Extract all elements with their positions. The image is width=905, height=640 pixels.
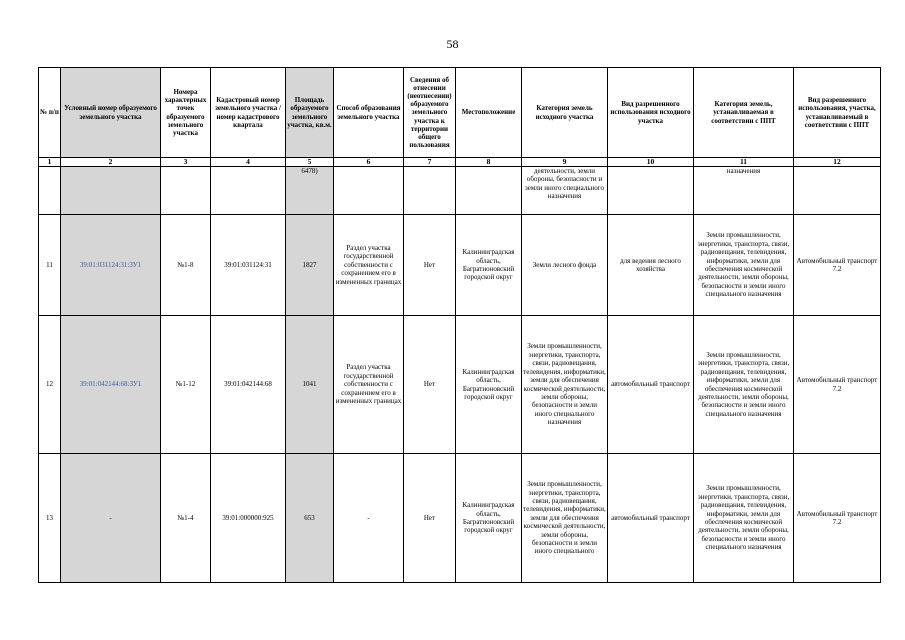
header-cell: № п/п [39,68,61,158]
source-category: Земли лесного фонда [522,215,608,316]
header-cell: Номера характерных точек образуемого земельного участка [161,68,211,158]
points: №1-4 [161,454,211,583]
column-number: 5 [286,158,334,167]
column-number: 2 [61,158,161,167]
conditional-number-link[interactable]: 39:01:042144:68:ЗУ1 [61,316,161,454]
formation-method: - [334,454,404,583]
common-use: Нет [404,454,456,583]
conditional-number: - [61,454,161,583]
header-cell: Вид разрешенного использования, участка, устанавливаемый в соответствии с ППТ [794,68,881,158]
location: Калининградская область, Багратионовский городской округ [456,316,522,454]
column-number: 6 [334,158,404,167]
column-number: 3 [161,158,211,167]
cadastral-number: 39:01:042144:68 [211,316,286,454]
ppt-use: Автомобильный транспорт 7.2 [794,215,881,316]
header-cell: Категория земель, устанавливаемая в соответствии с ППТ [694,68,794,158]
column-number: 10 [608,158,694,167]
column-number: 4 [211,158,286,167]
column-number-row [39,158,881,167]
cadastral-number: 39:01:000000:925 [211,454,286,583]
header-cell: Категория земель исходного участка [522,68,608,158]
table-row [39,316,881,454]
row-number [39,167,61,215]
common-use [404,167,456,215]
column-number: 12 [794,158,881,167]
ppt-category: Земли промышленности, энергетики, транспорта, связи, радиовещания, телевидения, информатики, земли для обеспечения космической деятельности, земли обороны, безопасности и земли иного специального назначения [694,454,794,583]
row-number: 12 [39,316,61,454]
source-use: автомобильный транспорт [608,454,694,583]
header-cell: Вид разрешенного использования исходного участка [608,68,694,158]
land-plots-table [38,67,881,583]
location: Калининградская область, Багратионовский городской округ [456,454,522,583]
source-use: автомобильный транспорт [608,316,694,454]
row-number: 13 [39,454,61,583]
table-row [39,167,881,215]
formation-method: Раздел участка государственной собственности с сохранением его в измененных границах [334,215,404,316]
common-use: Нет [404,215,456,316]
source-category: Земли промышленности, энергетики, транспорта, связи, радиовещания, телевидения, информатики, земли для обеспечения космической деятельности, земли обороны, безопасности и земли иного специального [522,454,608,583]
ppt-category: Земли промышленности, энергетики, транспорта, связи, радиовещания, телевидения, информатики, земли для обеспечения космической деятельности, земли обороны, безопасности и земли иного специального назначения [694,215,794,316]
area: 1041 [286,316,334,454]
cadastral-number: 39:01:031124:31 [211,215,286,316]
column-number: 9 [522,158,608,167]
area: 6478) [286,167,334,215]
points: №1-8 [161,215,211,316]
column-number: 7 [404,158,456,167]
header-cell: Кадастровый номер земельного участка /номер кадастрового квартала [211,68,286,158]
points [161,167,211,215]
points: №1-12 [161,316,211,454]
header-cell: Местоположение [456,68,522,158]
area: 653 [286,454,334,583]
location: Калининградская область, Багратионовский городской округ [456,215,522,316]
common-use: Нет [404,316,456,454]
ppt-use: Автомобильный транспорт 7.2 [794,316,881,454]
cadastral-number [211,167,286,215]
formation-method [334,167,404,215]
table-row [39,215,881,316]
formation-method: Раздел участка государственной собственности с сохранением его в измененных границах [334,316,404,454]
location [456,167,522,215]
ppt-category: Земли промышленности, энергетики, транспорта, связи, радиовещания, телевидения, информатики, земли для обеспечения космической деятельности, земли обороны, безопасности и земли иного специального назначения [694,316,794,454]
column-number: 11 [694,158,794,167]
header-cell: Условный номер образуемого земельного участка [61,68,161,158]
ppt-use: Автомобильный транспорт 7.2 [794,454,881,583]
source-use [608,167,694,215]
header-row [39,68,881,158]
source-use: для ведения лесного хозяйства [608,215,694,316]
row-number: 11 [39,215,61,316]
table-row [39,454,881,583]
header-cell: Площадь образуемого земельного участка, кв.м. [286,68,334,158]
conditional-number-link[interactable]: 39:01:031124:31:ЗУ1 [61,215,161,316]
ppt-category: назначения [694,167,794,215]
ppt-use [794,167,881,215]
column-number: 1 [39,158,61,167]
column-number: 8 [456,158,522,167]
header-cell: Способ образования земельного участка [334,68,404,158]
area: 1827 [286,215,334,316]
source-category: Земли промышленности, энергетики, транспорта, связи, радиовещания, телевидения, информатики, земли для обеспечения космической деятельности, земли обороны, безопасности и земли иного специального назначения [522,316,608,454]
header-cell: Сведения об отнесении (неотнесении) образуемого земельного участка к территории общего пользования [404,68,456,158]
conditional-number [61,167,161,215]
page-number: 58 [446,37,459,51]
source-category: деятельности, земли обороны, безопасности и земли иного специального назначения [522,167,608,215]
